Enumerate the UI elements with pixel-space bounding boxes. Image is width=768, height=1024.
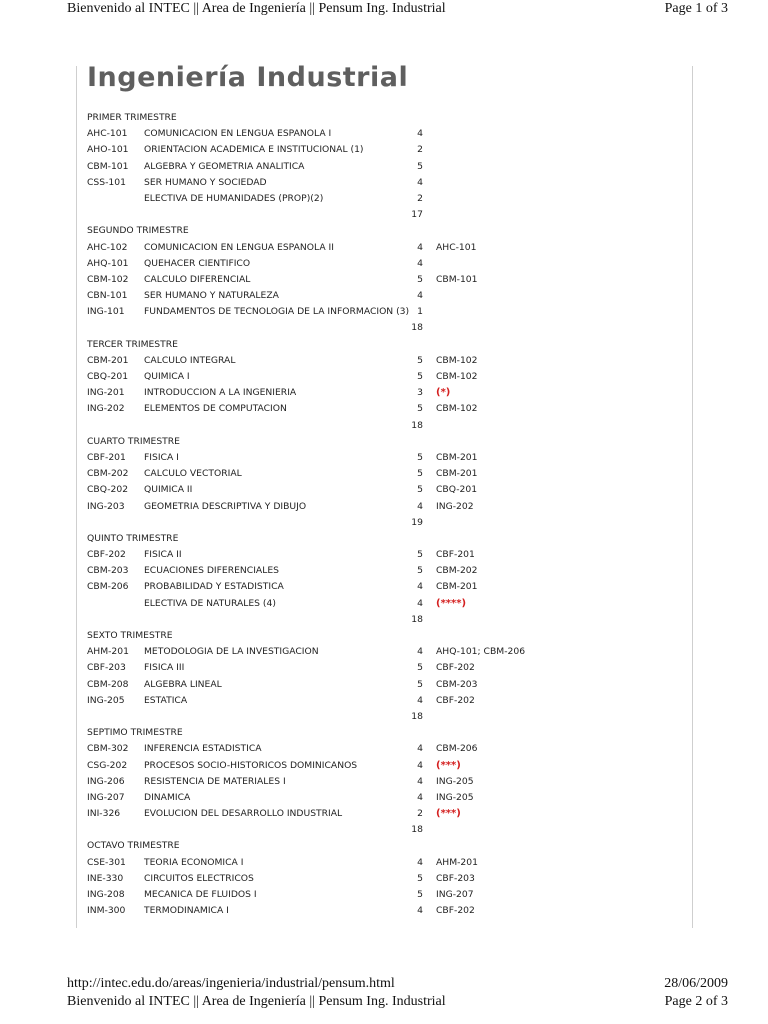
course-credits: 1 <box>417 306 423 318</box>
print-header <box>67 1 728 21</box>
course-code: ING-101 <box>87 306 125 318</box>
course-prerequisite: CBM-201 <box>436 581 478 593</box>
course-credits: 5 <box>417 273 423 285</box>
footer-page-number: Page 2 of 3 <box>664 994 728 1009</box>
course-code: ING-207 <box>87 791 125 803</box>
course-code: CBF-203 <box>87 662 126 674</box>
course-name: SER HUMANO Y NATURALEZA <box>144 290 279 302</box>
semester-heading: SEXTO TRIMESTRE <box>87 630 173 641</box>
course-name: FUNDAMENTOS DE TECNOLOGIA DE LA INFORMACION (3) <box>144 306 410 318</box>
prerequisite-note: (****) <box>436 597 467 609</box>
course-credits: 5 <box>417 662 423 674</box>
course-row <box>87 887 687 903</box>
course-credits: 5 <box>417 160 423 172</box>
course-credits: 5 <box>417 872 423 884</box>
course-code: AHM-201 <box>87 646 129 658</box>
prerequisite-note: (*) <box>436 387 451 399</box>
course-credits: 4 <box>417 500 423 512</box>
course-name: ESTATICA <box>144 694 188 706</box>
semester-heading: TERCER TRIMESTRE <box>87 338 178 350</box>
course-name: GEOMETRIA DESCRIPTIVA Y DIBUJO <box>144 500 307 512</box>
semester-block <box>87 110 687 223</box>
course-row <box>87 855 687 871</box>
course-row <box>87 304 687 320</box>
semester-block <box>87 725 687 838</box>
course-credits: 4 <box>417 759 423 771</box>
course-row <box>87 644 687 660</box>
course-credits: 5 <box>417 354 423 366</box>
semester-total-credits: 18 <box>411 824 423 836</box>
semester-heading: SEPTIMO TRIMESTRE <box>87 727 183 739</box>
semester-block <box>87 628 687 725</box>
course-code: CBM-101 <box>87 160 129 172</box>
semester-heading: QUINTO TRIMESTRE <box>87 532 179 544</box>
content-frame-right-border <box>692 66 693 928</box>
course-row <box>87 741 687 757</box>
course-prerequisite: CBF-202 <box>436 694 475 706</box>
semester-block <box>87 223 687 336</box>
course-row <box>87 596 687 612</box>
course-prerequisite: AHC-101 <box>436 241 477 253</box>
course-name: ALGEBRA Y GEOMETRIA ANALITICA <box>144 160 305 172</box>
course-prerequisite: CBM-102 <box>436 371 478 382</box>
course-credits: 5 <box>417 403 423 415</box>
course-code: AHC-101 <box>87 128 128 140</box>
course-row <box>87 385 687 401</box>
course-row <box>87 790 687 806</box>
course-name: CALCULO DIFERENCIAL <box>144 273 251 285</box>
course-name: COMUNICACION EN LENGUA ESPANOLA I <box>144 128 332 140</box>
course-code: CSG-202 <box>87 759 128 771</box>
course-row <box>87 191 687 207</box>
course-credits: 4 <box>417 694 423 706</box>
course-row <box>87 466 687 482</box>
semester-block <box>87 531 687 628</box>
course-code: ING-205 <box>87 694 125 706</box>
course-code: AHO-101 <box>87 144 129 156</box>
content-frame-left-border <box>76 66 77 928</box>
course-name: RESISTENCIA DE MATERIALES I <box>144 775 286 787</box>
course-credits: 5 <box>417 468 423 480</box>
course-credits: 4 <box>417 646 423 658</box>
course-prerequisite: CBM-201 <box>436 468 478 480</box>
course-name: DINAMICA <box>144 791 191 803</box>
course-code: INM-300 <box>87 905 126 917</box>
course-code: CBQ-202 <box>87 484 129 496</box>
course-credits: 5 <box>417 565 423 577</box>
course-name: EVOLUCION DEL DESARROLLO INDUSTRIAL <box>144 808 343 820</box>
course-row <box>87 547 687 563</box>
semester-block <box>87 838 687 919</box>
course-code: CBM-201 <box>87 354 129 366</box>
course-row <box>87 353 687 369</box>
header-page-number: Page 1 of 3 <box>664 1 728 16</box>
course-code: CBM-302 <box>87 743 129 755</box>
course-credits: 4 <box>417 176 423 188</box>
course-prerequisite: AHM-201 <box>436 856 478 868</box>
course-row <box>87 774 687 790</box>
course-code: CBM-208 <box>87 678 129 690</box>
course-code: ING-206 <box>87 775 125 787</box>
semester-block <box>87 337 687 434</box>
course-name: FISICA I <box>144 451 179 463</box>
semester-total-row <box>87 515 687 531</box>
semester-total-row <box>87 320 687 336</box>
prerequisite-note: (***) <box>436 759 461 771</box>
course-name: ECUACIONES DIFERENCIALES <box>144 565 279 577</box>
course-credits: 2 <box>417 192 423 204</box>
course-credits: 4 <box>417 905 423 917</box>
course-prerequisite: CBM-206 <box>436 743 478 755</box>
course-code: INI-326 <box>87 808 121 820</box>
course-code: CBM-202 <box>87 468 129 480</box>
course-credits: 4 <box>417 856 423 868</box>
course-code: CBF-202 <box>87 549 126 561</box>
course-prerequisite: ING-205 <box>436 791 474 803</box>
course-row <box>87 758 687 774</box>
footer-url[interactable]: http://intec.edu.do/areas/ingenieria/industrial/pensum.html <box>67 976 395 991</box>
course-prerequisite: CBM-201 <box>436 451 478 463</box>
course-code: CSE-301 <box>87 856 126 868</box>
course-name: SER HUMANO Y SOCIEDAD <box>144 176 267 188</box>
course-credits: 4 <box>417 597 423 609</box>
course-name: CIRCUITOS ELECTRICOS <box>144 872 254 884</box>
course-row <box>87 401 687 417</box>
course-row <box>87 369 687 385</box>
course-name: INFERENCIA ESTADISTICA <box>144 743 262 755</box>
course-prerequisite: CBM-102 <box>436 403 478 415</box>
course-name: ALGEBRA LINEAL <box>144 678 222 690</box>
course-prerequisite: ING-205 <box>436 775 474 787</box>
course-prerequisite: ING-207 <box>436 889 474 900</box>
course-code: AHQ-101 <box>87 257 129 269</box>
course-credits: 4 <box>417 257 423 269</box>
course-name: FISICA II <box>144 549 182 561</box>
course-name: ORIENTACION ACADEMICA E INSTITUCIONAL (1) <box>144 144 364 156</box>
course-row <box>87 806 687 822</box>
course-code: AHC-102 <box>87 241 128 253</box>
course-prerequisite: ING-202 <box>436 500 474 512</box>
course-credits: 5 <box>417 678 423 690</box>
course-credits: 4 <box>417 241 423 253</box>
course-code: ING-201 <box>87 387 125 399</box>
course-prerequisite: CBM-102 <box>436 354 478 366</box>
course-credits: 3 <box>417 387 423 399</box>
semester-total-row <box>87 822 687 838</box>
course-credits: 5 <box>417 451 423 463</box>
semester-total-credits: 18 <box>411 322 423 334</box>
semester-total-row <box>87 418 687 434</box>
course-row <box>87 660 687 676</box>
course-prerequisite: CBQ-201 <box>436 484 478 496</box>
course-credits: 5 <box>417 889 423 900</box>
footer-title: Bienvenido al INTEC || Area de Ingeniería || Pensum Ing. Industrial <box>67 994 446 1009</box>
course-name: QUIMICA I <box>144 371 190 382</box>
course-code: CBQ-201 <box>87 371 129 382</box>
course-credits: 4 <box>417 581 423 593</box>
course-name: QUIMICA II <box>144 484 193 496</box>
course-row <box>87 126 687 142</box>
semester-heading: CUARTO TRIMESTRE <box>87 435 180 447</box>
semester-total-credits: 17 <box>411 209 423 221</box>
course-row <box>87 288 687 304</box>
course-prerequisite: CBF-202 <box>436 662 475 674</box>
course-row <box>87 499 687 515</box>
course-name: ELECTIVA DE HUMANIDADES (PROP)(2) <box>144 192 324 204</box>
semester-total-credits: 18 <box>411 710 423 722</box>
semester-heading: OCTAVO TRIMESTRE <box>87 840 180 852</box>
course-name: CALCULO INTEGRAL <box>144 354 236 366</box>
course-row <box>87 903 687 919</box>
course-prerequisite: AHQ-101; CBM-206 <box>436 646 526 658</box>
course-name: COMUNICACION EN LENGUA ESPANOLA II <box>144 241 334 253</box>
page-title: Ingeniería Industrial <box>87 62 409 93</box>
semester-total-credits: 18 <box>411 613 423 625</box>
prerequisite-note: (***) <box>436 808 461 820</box>
course-name: TEORIA ECONOMICA I <box>144 856 244 868</box>
course-row <box>87 450 687 466</box>
course-credits: 5 <box>417 371 423 382</box>
course-row <box>87 272 687 288</box>
course-row <box>87 482 687 498</box>
semester-block <box>87 434 687 531</box>
course-code: ING-203 <box>87 500 125 512</box>
course-code: CBM-203 <box>87 565 129 577</box>
course-row <box>87 677 687 693</box>
course-row <box>87 142 687 158</box>
semester-total-row <box>87 207 687 223</box>
course-name: ELEMENTOS DE COMPUTACION <box>144 403 287 415</box>
course-credits: 4 <box>417 743 423 755</box>
course-name: PROBABILIDAD Y ESTADISTICA <box>144 581 284 593</box>
course-code: ING-202 <box>87 403 125 415</box>
course-row <box>87 579 687 595</box>
course-code: CBM-102 <box>87 273 129 285</box>
course-prerequisite: CBF-202 <box>436 905 475 917</box>
course-name: MECANICA DE FLUIDOS I <box>144 889 257 900</box>
semester-total-row <box>87 612 687 628</box>
course-prerequisite: CBF-201 <box>436 549 475 561</box>
course-row <box>87 871 687 887</box>
course-row <box>87 240 687 256</box>
course-code: INE-330 <box>87 872 124 884</box>
course-credits: 4 <box>417 128 423 140</box>
course-name: METODOLOGIA DE LA INVESTIGACION <box>144 646 319 658</box>
course-code: CBF-201 <box>87 451 126 463</box>
print-footer-url-line <box>67 976 728 996</box>
course-name: PROCESOS SOCIO-HISTORICOS DOMINICANOS <box>144 759 358 771</box>
course-prerequisite: CBF-203 <box>436 872 475 884</box>
pensum-table <box>87 110 687 919</box>
course-code: ING-208 <box>87 889 125 900</box>
course-name: INTRODUCCION A LA INGENIERIA <box>144 387 297 399</box>
course-row <box>87 159 687 175</box>
course-prerequisite: CBM-202 <box>436 565 478 577</box>
course-name: ELECTIVA DE NATURALES (4) <box>144 597 276 609</box>
course-name: TERMODINAMICA I <box>144 905 229 917</box>
course-prerequisite: CBM-101 <box>436 273 478 285</box>
semester-total-credits: 19 <box>411 516 423 528</box>
course-row <box>87 256 687 272</box>
semester-heading: PRIMER TRIMESTRE <box>87 112 177 123</box>
course-row <box>87 563 687 579</box>
course-credits: 4 <box>417 775 423 787</box>
print-footer-title-line <box>67 994 728 1014</box>
course-credits: 5 <box>417 549 423 561</box>
course-credits: 2 <box>417 144 423 156</box>
course-code: CSS-101 <box>87 176 126 188</box>
course-name: QUEHACER CIENTIFICO <box>144 257 251 269</box>
course-row <box>87 693 687 709</box>
course-credits: 4 <box>417 791 423 803</box>
course-credits: 4 <box>417 290 423 302</box>
course-credits: 2 <box>417 808 423 820</box>
semester-total-row <box>87 709 687 725</box>
course-name: FISICA III <box>144 662 185 674</box>
course-code: CBN-101 <box>87 290 128 302</box>
course-prerequisite: CBM-203 <box>436 678 478 690</box>
semester-total-credits: 18 <box>411 419 423 431</box>
course-row <box>87 175 687 191</box>
course-credits: 5 <box>417 484 423 496</box>
semester-heading: SEGUNDO TRIMESTRE <box>87 225 189 237</box>
course-name: CALCULO VECTORIAL <box>144 468 242 480</box>
course-code: CBM-206 <box>87 581 129 593</box>
footer-date: 28/06/2009 <box>664 976 728 991</box>
header-title: Bienvenido al INTEC || Area de Ingeniería || Pensum Ing. Industrial <box>67 1 446 16</box>
